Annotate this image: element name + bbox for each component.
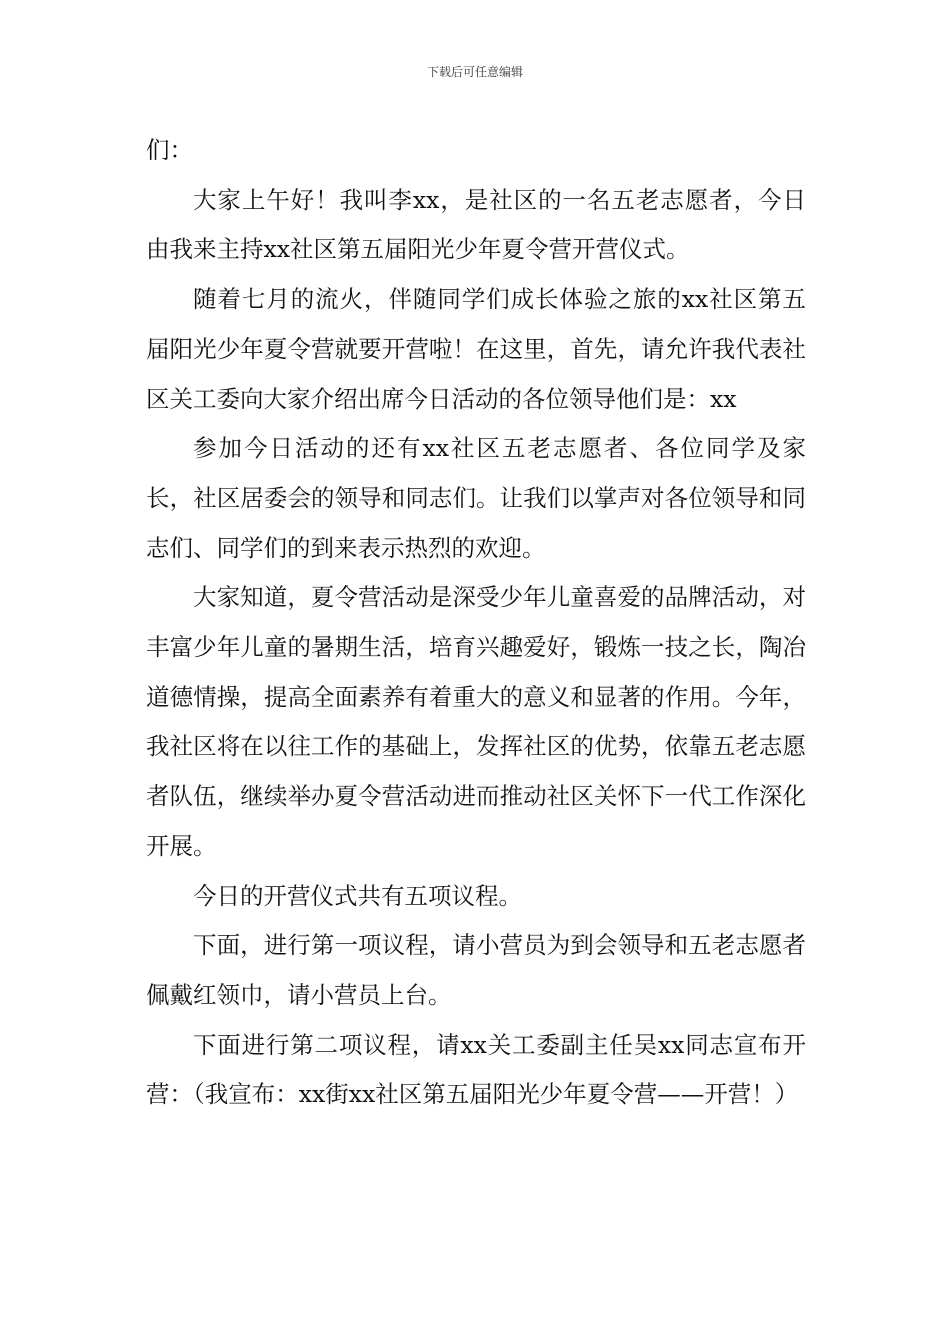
- paragraph-5: 大家知道，夏令营活动是深受少年儿童喜爱的品牌活动，对丰富少年儿童的暑期生活，培育兴趣爱好，锻炼一技之长，陶冶道德情操，提高全面素养有着重大的意义和显著的作用。今年，我社区将在以往工作的基础上，发挥社区的优势，依靠五老志愿者队伍，继续举办夏令营活动进而推动社区关怀下一代工作深化开展。: [146, 583, 806, 860]
- paragraph-3: 随着七月的流火，伴随同学们成长体验之旅的xx社区第五届阳光少年夏令营就要开营啦！在这里，首先，请允许我代表社区关工委向大家介绍出席今日活动的各位领导他们是：xx: [146, 285, 806, 413]
- paragraph-6: 今日的开营仪式共有五项议程。: [193, 881, 522, 910]
- page-header: 下载后可任意编辑: [426, 65, 523, 79]
- paragraph-2: 大家上午好！我叫李xx，是社区的一名五老志愿者，今日由我来主持xx社区第五届阳光少年夏令营开营仪式。: [146, 185, 806, 264]
- paragraph-4: 参加今日活动的还有xx社区五老志愿者、各位同学及家长，社区居委会的领导和同志们。让我们以掌声对各位领导和同志们、同学们的到来表示热烈的欢迎。: [146, 434, 806, 562]
- paragraph-1: 们：: [146, 136, 193, 164]
- paragraph-8: 下面进行第二项议程，请xx关工委副主任吴xx同志宣布开营：（我宣布：xx街xx社区第五届阳光少年夏令营——开营！）: [146, 1030, 806, 1109]
- paragraph-7: 下面，进行第一项议程，请小营员为到会领导和五老志愿者佩戴红领巾，请小营员上台。: [146, 931, 806, 1009]
- document-body: [146, 126, 806, 1120]
